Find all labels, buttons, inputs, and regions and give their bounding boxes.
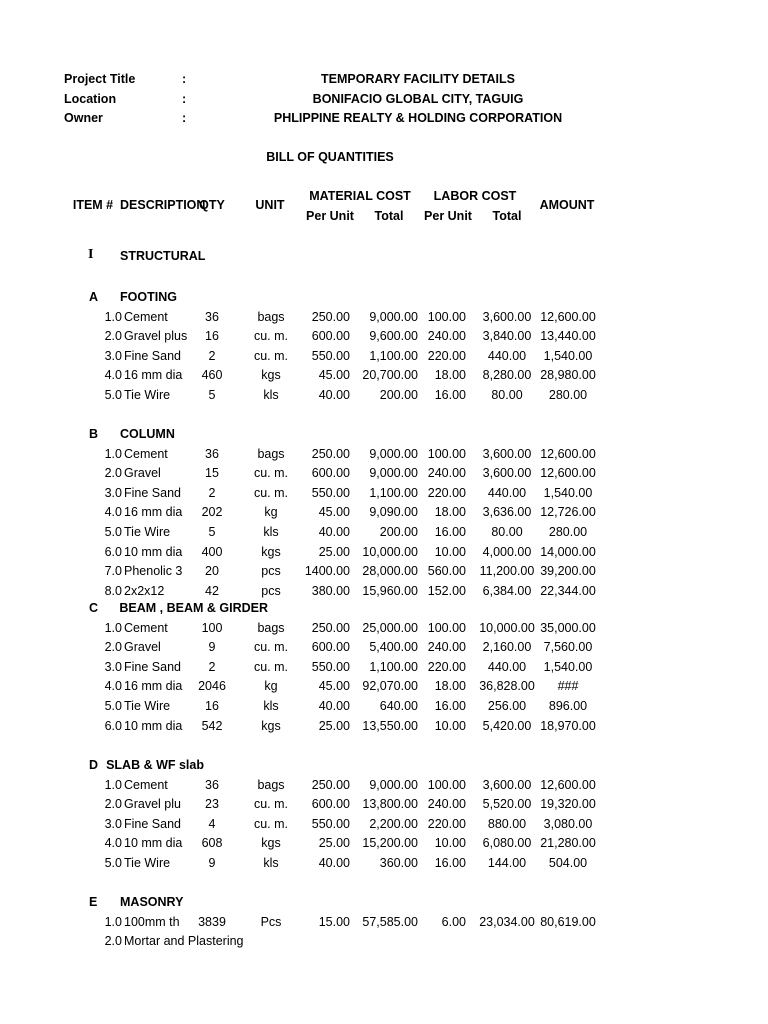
material-per-unit: 15.00 (318, 915, 350, 929)
item-description: Mortar and Plastering (124, 934, 244, 948)
labor-total: 4,000.00 (482, 545, 532, 559)
item-unit: kgs (261, 836, 281, 850)
item-unit: kls (263, 525, 279, 539)
item-description: 100mm th (124, 915, 180, 929)
labor-per-unit: 560.00 (427, 564, 466, 578)
item-amount: 18,970.00 (540, 719, 596, 733)
location-value: BONIFACIO GLOBAL CITY, TAGUIG (312, 92, 524, 106)
labor-per-unit: 100.00 (427, 778, 466, 792)
material-total: 1,100.00 (369, 349, 418, 363)
material-total: 9,000.00 (369, 466, 418, 480)
item-amount: 1,540.00 (543, 486, 593, 500)
division-title-text: STRUCTURAL (120, 249, 206, 263)
item-number: 4.0 (104, 505, 122, 519)
item-amount: 896.00 (548, 699, 588, 713)
item-number: 2.0 (104, 640, 122, 654)
labor-per-unit: 220.00 (427, 660, 466, 674)
material-per-unit: 45.00 (318, 679, 350, 693)
material-per-unit: 45.00 (318, 368, 350, 382)
item-description: Tie Wire (124, 525, 171, 539)
item-unit: kgs (261, 719, 281, 733)
item-qty: 2046 (198, 679, 226, 693)
material-per-unit: 550.00 (311, 486, 350, 500)
material-per-unit: 25.00 (318, 836, 350, 850)
item-qty: 36 (205, 310, 219, 324)
col-item: ITEM # (72, 198, 114, 212)
item-unit: bags (257, 447, 285, 461)
section-letter: A (89, 290, 99, 304)
labor-per-unit: 10.00 (434, 719, 466, 733)
item-description: Cement (124, 778, 168, 792)
labor-total: 3,636.00 (482, 505, 532, 519)
material-total: 25,000.00 (362, 621, 418, 635)
item-description: Tie Wire (124, 699, 171, 713)
item-number: 2.0 (104, 329, 122, 343)
item-qty: 202 (201, 505, 223, 519)
location-colon: : (182, 92, 187, 106)
item-description: Gravel (124, 466, 161, 480)
item-amount: 13,440.00 (540, 329, 596, 343)
item-amount: 280.00 (548, 388, 588, 402)
labor-per-unit: 6.00 (441, 915, 466, 929)
item-qty: 2 (208, 349, 216, 363)
item-unit: Pcs (260, 915, 282, 929)
material-total: 13,550.00 (362, 719, 418, 733)
item-qty: 5 (208, 525, 216, 539)
material-per-unit: 550.00 (311, 817, 350, 831)
labor-total: 3,600.00 (482, 466, 532, 480)
item-qty: 542 (201, 719, 223, 733)
table-row (0, 796, 768, 815)
material-total: 2,200.00 (369, 817, 418, 831)
labor-per-unit: 240.00 (427, 640, 466, 654)
labor-total: 5,420.00 (482, 719, 532, 733)
labor-per-unit: 16.00 (434, 388, 466, 402)
item-qty: 23 (205, 797, 219, 811)
labor-per-unit: 18.00 (434, 505, 466, 519)
material-total: 9,600.00 (369, 329, 418, 343)
item-qty: 2 (208, 660, 216, 674)
item-qty: 400 (201, 545, 223, 559)
project-title-label: Project Title (64, 72, 136, 86)
labor-total: 256.00 (487, 699, 527, 713)
division-numeral: I (88, 247, 94, 262)
labor-total: 80.00 (491, 525, 523, 539)
labor-total: 8,280.00 (482, 368, 532, 382)
location-label: Location (64, 92, 117, 106)
table-row (0, 698, 768, 717)
item-amount: 12,600.00 (540, 447, 596, 461)
labor-per-unit: 240.00 (427, 797, 466, 811)
item-amount: 280.00 (548, 525, 588, 539)
item-number: 2.0 (104, 934, 122, 948)
material-per-unit: 250.00 (311, 310, 350, 324)
item-number: 3.0 (104, 817, 122, 831)
material-total: 10,000.00 (362, 545, 418, 559)
item-qty: 16 (205, 699, 219, 713)
item-description: Gravel plus (124, 329, 188, 343)
item-unit: bags (257, 778, 285, 792)
table-row (0, 777, 768, 796)
item-unit: cu. m. (253, 797, 289, 811)
material-total: 92,070.00 (362, 679, 418, 693)
item-unit: cu. m. (253, 486, 289, 500)
item-amount: 3,080.00 (543, 817, 593, 831)
material-total: 9,090.00 (369, 505, 418, 519)
table-row (0, 639, 768, 658)
item-amount: 504.00 (548, 856, 588, 870)
table-row (0, 620, 768, 639)
item-number: 4.0 (104, 368, 122, 382)
labor-total: 3,840.00 (482, 329, 532, 343)
item-qty: 16 (205, 329, 219, 343)
col-labor-total: Total (492, 209, 522, 223)
item-description: Fine Sand (124, 349, 181, 363)
labor-per-unit: 240.00 (427, 466, 466, 480)
labor-total: 11,200.00 (479, 564, 535, 578)
item-amount: 1,540.00 (543, 349, 593, 363)
material-total: 15,200.00 (362, 836, 418, 850)
labor-per-unit: 100.00 (427, 310, 466, 324)
labor-total: 36,828.00 (479, 679, 535, 693)
table-row (0, 855, 768, 874)
item-number: 3.0 (104, 660, 122, 674)
item-description: 10 mm dia (124, 719, 183, 733)
section-title (120, 600, 268, 616)
labor-per-unit: 100.00 (427, 621, 466, 635)
table-row (0, 659, 768, 678)
table-row (0, 504, 768, 523)
section-title (106, 757, 204, 773)
item-amount: 80,619.00 (540, 915, 596, 929)
owner-colon: : (182, 111, 187, 125)
section-title (120, 894, 270, 910)
material-total: 57,585.00 (362, 915, 418, 929)
material-total: 9,000.00 (369, 310, 418, 324)
section-letter: E (89, 895, 98, 909)
labor-total: 144.00 (487, 856, 527, 870)
item-amount: 12,600.00 (540, 310, 596, 324)
item-number: 1.0 (104, 621, 122, 635)
item-amount: 19,320.00 (540, 797, 596, 811)
table-row (0, 933, 768, 952)
item-description: Cement (124, 310, 168, 324)
section-title (120, 426, 270, 442)
owner-value: PHLIPPINE REALTY & HOLDING CORPORATION (273, 111, 563, 125)
table-row (0, 348, 768, 367)
labor-per-unit: 220.00 (427, 817, 466, 831)
section-letter: C (89, 601, 99, 615)
item-amount: 14,000.00 (540, 545, 596, 559)
item-number: 1.0 (104, 447, 122, 461)
labor-total: 440.00 (487, 660, 527, 674)
section-title-text: MASONRY (120, 895, 184, 909)
item-qty: 20 (205, 564, 219, 578)
item-description: Tie Wire (124, 388, 171, 402)
item-number: 4.0 (104, 679, 122, 693)
labor-per-unit: 100.00 (427, 447, 466, 461)
labor-per-unit: 220.00 (427, 349, 466, 363)
item-qty: 9 (208, 640, 216, 654)
item-unit: cu. m. (253, 329, 289, 343)
labor-per-unit: 10.00 (434, 836, 466, 850)
division-title (120, 248, 210, 264)
material-per-unit: 550.00 (311, 660, 350, 674)
item-unit: kls (263, 699, 279, 713)
col-qty: QTY (199, 198, 225, 212)
project-title-value: TEMPORARY FACILITY DETAILS (321, 72, 515, 86)
item-amount: 22,344.00 (540, 584, 596, 598)
section-letter: B (89, 427, 99, 441)
item-description: Gravel (124, 640, 161, 654)
item-number: 1.0 (104, 778, 122, 792)
item-number: 4.0 (104, 836, 122, 850)
item-description: Tie Wire (124, 856, 171, 870)
item-qty: 2 (208, 486, 216, 500)
table-row (0, 835, 768, 854)
item-number: 3.0 (104, 349, 122, 363)
material-per-unit: 40.00 (318, 525, 350, 539)
table-row (0, 485, 768, 504)
item-qty: 460 (201, 368, 223, 382)
item-unit: cu. m. (253, 349, 289, 363)
col-labor-per-unit: Per Unit (424, 209, 472, 223)
item-qty: 608 (201, 836, 223, 850)
material-total: 20,700.00 (362, 368, 418, 382)
item-amount: 7,560.00 (543, 640, 593, 654)
item-qty: 5 (208, 388, 216, 402)
material-per-unit: 40.00 (318, 856, 350, 870)
item-number: 1.0 (104, 915, 122, 929)
labor-per-unit: 220.00 (427, 486, 466, 500)
item-number: 2.0 (104, 466, 122, 480)
item-amount: 12,600.00 (540, 778, 596, 792)
material-per-unit: 25.00 (318, 545, 350, 559)
table-row (0, 524, 768, 543)
material-total: 5,400.00 (369, 640, 418, 654)
item-number: 5.0 (104, 388, 122, 402)
material-per-unit: 380.00 (311, 584, 350, 598)
item-unit: cu. m. (253, 660, 289, 674)
labor-total: 23,034.00 (479, 915, 535, 929)
section-title (120, 289, 270, 305)
item-description: Fine Sand (124, 817, 181, 831)
labor-total: 3,600.00 (482, 310, 532, 324)
table-row (0, 387, 768, 406)
col-material-total: Total (374, 209, 404, 223)
labor-per-unit: 16.00 (434, 856, 466, 870)
section-title-text: FOOTING (120, 290, 177, 304)
item-description: Cement (124, 621, 168, 635)
document-title: BILL OF QUANTITIES (266, 150, 394, 164)
material-per-unit: 40.00 (318, 388, 350, 402)
labor-total: 880.00 (487, 817, 527, 831)
item-unit: cu. m. (253, 466, 289, 480)
material-per-unit: 250.00 (311, 447, 350, 461)
item-number: 5.0 (104, 856, 122, 870)
labor-per-unit: 152.00 (427, 584, 466, 598)
item-amount: 39,200.00 (540, 564, 596, 578)
material-total: 9,000.00 (369, 778, 418, 792)
material-per-unit: 600.00 (311, 640, 350, 654)
col-material-per-unit: Per Unit (306, 209, 354, 223)
item-unit: pcs (261, 584, 281, 598)
material-per-unit: 25.00 (318, 719, 350, 733)
item-description: 2x2x12 (124, 584, 165, 598)
material-total: 360.00 (379, 856, 418, 870)
labor-total: 80.00 (491, 388, 523, 402)
item-number: 6.0 (104, 545, 122, 559)
item-number: 1.0 (104, 310, 122, 324)
item-description: 16 mm dia (124, 505, 183, 519)
labor-total: 3,600.00 (482, 778, 532, 792)
material-per-unit: 550.00 (311, 349, 350, 363)
item-description: 10 mm dia (124, 836, 183, 850)
material-total: 200.00 (379, 388, 418, 402)
item-unit: bags (257, 310, 285, 324)
table-row (0, 718, 768, 737)
item-number: 3.0 (104, 486, 122, 500)
item-qty: 36 (205, 778, 219, 792)
labor-total: 440.00 (487, 486, 527, 500)
labor-per-unit: 16.00 (434, 525, 466, 539)
labor-per-unit: 16.00 (434, 699, 466, 713)
item-unit: kg (264, 505, 278, 519)
table-row (0, 816, 768, 835)
section-title-text: SLAB & WF slab (106, 758, 204, 772)
item-qty: 42 (205, 584, 219, 598)
item-amount: 1,540.00 (543, 660, 593, 674)
col-amount: AMOUNT (539, 198, 595, 212)
item-qty: 15 (205, 466, 219, 480)
col-labor-cost: LABOR COST (433, 189, 517, 203)
item-qty: 9 (208, 856, 216, 870)
labor-per-unit: 18.00 (434, 679, 466, 693)
item-number: 6.0 (104, 719, 122, 733)
table-row (0, 328, 768, 347)
item-amount: 12,726.00 (540, 505, 596, 519)
col-unit: UNIT (255, 198, 285, 212)
item-description: 16 mm dia (124, 368, 183, 382)
section-letter: D (89, 758, 99, 772)
material-per-unit: 250.00 (311, 778, 350, 792)
item-unit: kls (263, 856, 279, 870)
item-qty: 3839 (198, 915, 226, 929)
section-title-text: COLUMN (120, 427, 175, 441)
item-amount: 12,600.00 (540, 466, 596, 480)
table-row (0, 446, 768, 465)
material-total: 200.00 (379, 525, 418, 539)
item-number: 5.0 (104, 525, 122, 539)
item-amount: ### (557, 679, 579, 693)
owner-label: Owner (64, 111, 103, 125)
project-title-colon: : (182, 72, 187, 86)
material-per-unit: 250.00 (311, 621, 350, 635)
item-description: Gravel plu (124, 797, 181, 811)
labor-total: 3,600.00 (482, 447, 532, 461)
labor-total: 5,520.00 (482, 797, 532, 811)
labor-per-unit: 240.00 (427, 329, 466, 343)
item-description: 10 mm dia (124, 545, 183, 559)
item-amount: 28,980.00 (540, 368, 596, 382)
labor-per-unit: 18.00 (434, 368, 466, 382)
col-material-cost: MATERIAL COST (309, 189, 411, 203)
item-description: Cement (124, 447, 168, 461)
labor-per-unit: 10.00 (434, 545, 466, 559)
labor-total: 6,384.00 (482, 584, 532, 598)
item-description: 16 mm dia (124, 679, 183, 693)
item-unit: kls (263, 388, 279, 402)
table-row (0, 914, 768, 933)
material-total: 1,100.00 (369, 660, 418, 674)
material-total: 15,960.00 (362, 584, 418, 598)
table-row (0, 678, 768, 697)
table-row (0, 583, 768, 602)
item-description: Phenolic 3 (124, 564, 183, 578)
labor-total: 6,080.00 (482, 836, 532, 850)
material-total: 28,000.00 (362, 564, 418, 578)
material-per-unit: 600.00 (311, 466, 350, 480)
material-per-unit: 600.00 (311, 797, 350, 811)
material-total: 13,800.00 (362, 797, 418, 811)
table-row (0, 309, 768, 328)
item-qty: 4 (208, 817, 216, 831)
item-qty: 100 (201, 621, 223, 635)
item-unit: pcs (261, 564, 281, 578)
item-qty: 36 (205, 447, 219, 461)
labor-total: 10,000.00 (479, 621, 535, 635)
item-amount: 35,000.00 (540, 621, 596, 635)
col-description: DESCRIPTION (120, 198, 206, 212)
item-amount: 21,280.00 (540, 836, 596, 850)
item-unit: kgs (261, 368, 281, 382)
material-total: 9,000.00 (369, 447, 418, 461)
labor-total: 2,160.00 (482, 640, 532, 654)
table-row (0, 367, 768, 386)
item-unit: cu. m. (253, 817, 289, 831)
item-description: Fine Sand (124, 660, 181, 674)
item-unit: bags (257, 621, 285, 635)
labor-total: 440.00 (487, 349, 527, 363)
table-row (0, 563, 768, 582)
material-per-unit: 1400.00 (304, 564, 350, 578)
item-number: 8.0 (104, 584, 122, 598)
material-total: 1,100.00 (369, 486, 418, 500)
item-description: Fine Sand (124, 486, 181, 500)
item-number: 5.0 (104, 699, 122, 713)
table-row (0, 544, 768, 563)
item-unit: cu. m. (253, 640, 289, 654)
item-unit: kg (264, 679, 278, 693)
item-number: 7.0 (104, 564, 122, 578)
item-unit: kgs (261, 545, 281, 559)
section-title-text: BEAM , BEAM & GIRDER (119, 601, 268, 615)
material-total: 640.00 (379, 699, 418, 713)
material-per-unit: 600.00 (311, 329, 350, 343)
table-row (0, 465, 768, 484)
item-number: 2.0 (104, 797, 122, 811)
material-per-unit: 40.00 (318, 699, 350, 713)
material-per-unit: 45.00 (318, 505, 350, 519)
